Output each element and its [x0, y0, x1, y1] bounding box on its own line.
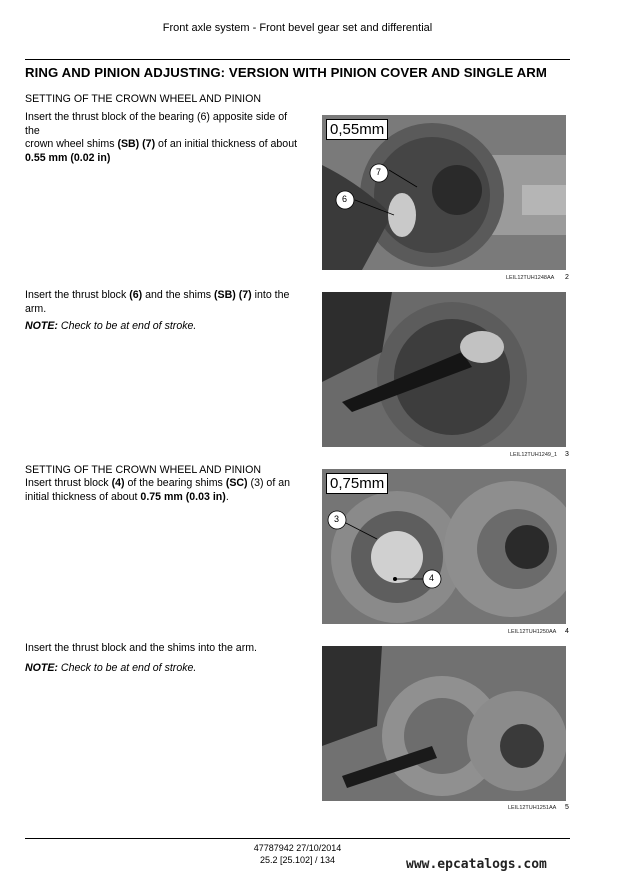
gearbox-photo-image: [322, 646, 566, 801]
section-title: RING AND PINION ADJUSTING: VERSION WITH PINION COVER AND SINGLE ARM: [25, 65, 548, 80]
callout-label: 7: [376, 167, 382, 177]
figure-caption: LEIL12TUH1250AA: [508, 629, 557, 635]
step-note: NOTE: Check to be at end of stroke.: [25, 662, 197, 674]
website-link[interactable]: www.epcatalogs.com: [406, 857, 547, 872]
footer-rule: [25, 838, 570, 839]
callout-label: 4: [429, 573, 435, 583]
page-number: 25.2 [25.102] / 134: [259, 855, 336, 865]
figure-photo: [322, 469, 566, 624]
figure-caption: LEIL12TUH1251AA: [508, 805, 557, 811]
step-text: Insert the thrust block and the shims into the arm.: [25, 642, 257, 654]
shim-thickness-badge: 0,55mm: [326, 119, 388, 140]
step-text: Insert thrust block (4) of the bearing shims (SC) (3) of an initial thickness of about 0.75 mm (0.03 in).: [25, 477, 290, 503]
doc-reference: 47787942 27/10/2014: [253, 843, 342, 853]
figure-photo: [322, 292, 566, 447]
step-subheading: SETTING OF THE CROWN WHEEL AND PINION: [25, 93, 262, 105]
figure-caption: LEIL12TUH1249_1: [510, 452, 558, 458]
figure-caption: LEIL12TUH1248AA: [506, 275, 555, 281]
callout-layer: [322, 469, 566, 624]
figure-number: 5: [565, 804, 569, 811]
figure-photo: [322, 115, 566, 270]
figure-photo: [322, 646, 566, 801]
figure-number: 4: [565, 628, 569, 635]
shim-thickness-badge: 0,75mm: [326, 473, 388, 494]
step-note: NOTE: Check to be at end of stroke.: [25, 320, 197, 332]
step-text: Insert the thrust block of the bearing (6) apposite side of the crown wheel shims (SB) (7) of an initial thickness of about 0.55 mm (0.02 in): [25, 111, 298, 164]
step-subheading: SETTING OF THE CROWN WHEEL AND PINION: [25, 464, 262, 476]
figure-number: 2: [565, 274, 569, 281]
callout-layer: [322, 115, 566, 270]
gearbox-photo-image: [322, 292, 566, 447]
running-header: Front axle system - Front bevel gear set and differential: [162, 22, 433, 34]
header-rule: [25, 59, 570, 60]
callout-label: 6: [342, 194, 348, 204]
figure-number: 3: [565, 451, 569, 458]
callout-label: 3: [334, 514, 340, 524]
step-text: Insert the thrust block (6) and the shims (SB) (7) into the arm.: [25, 289, 290, 315]
